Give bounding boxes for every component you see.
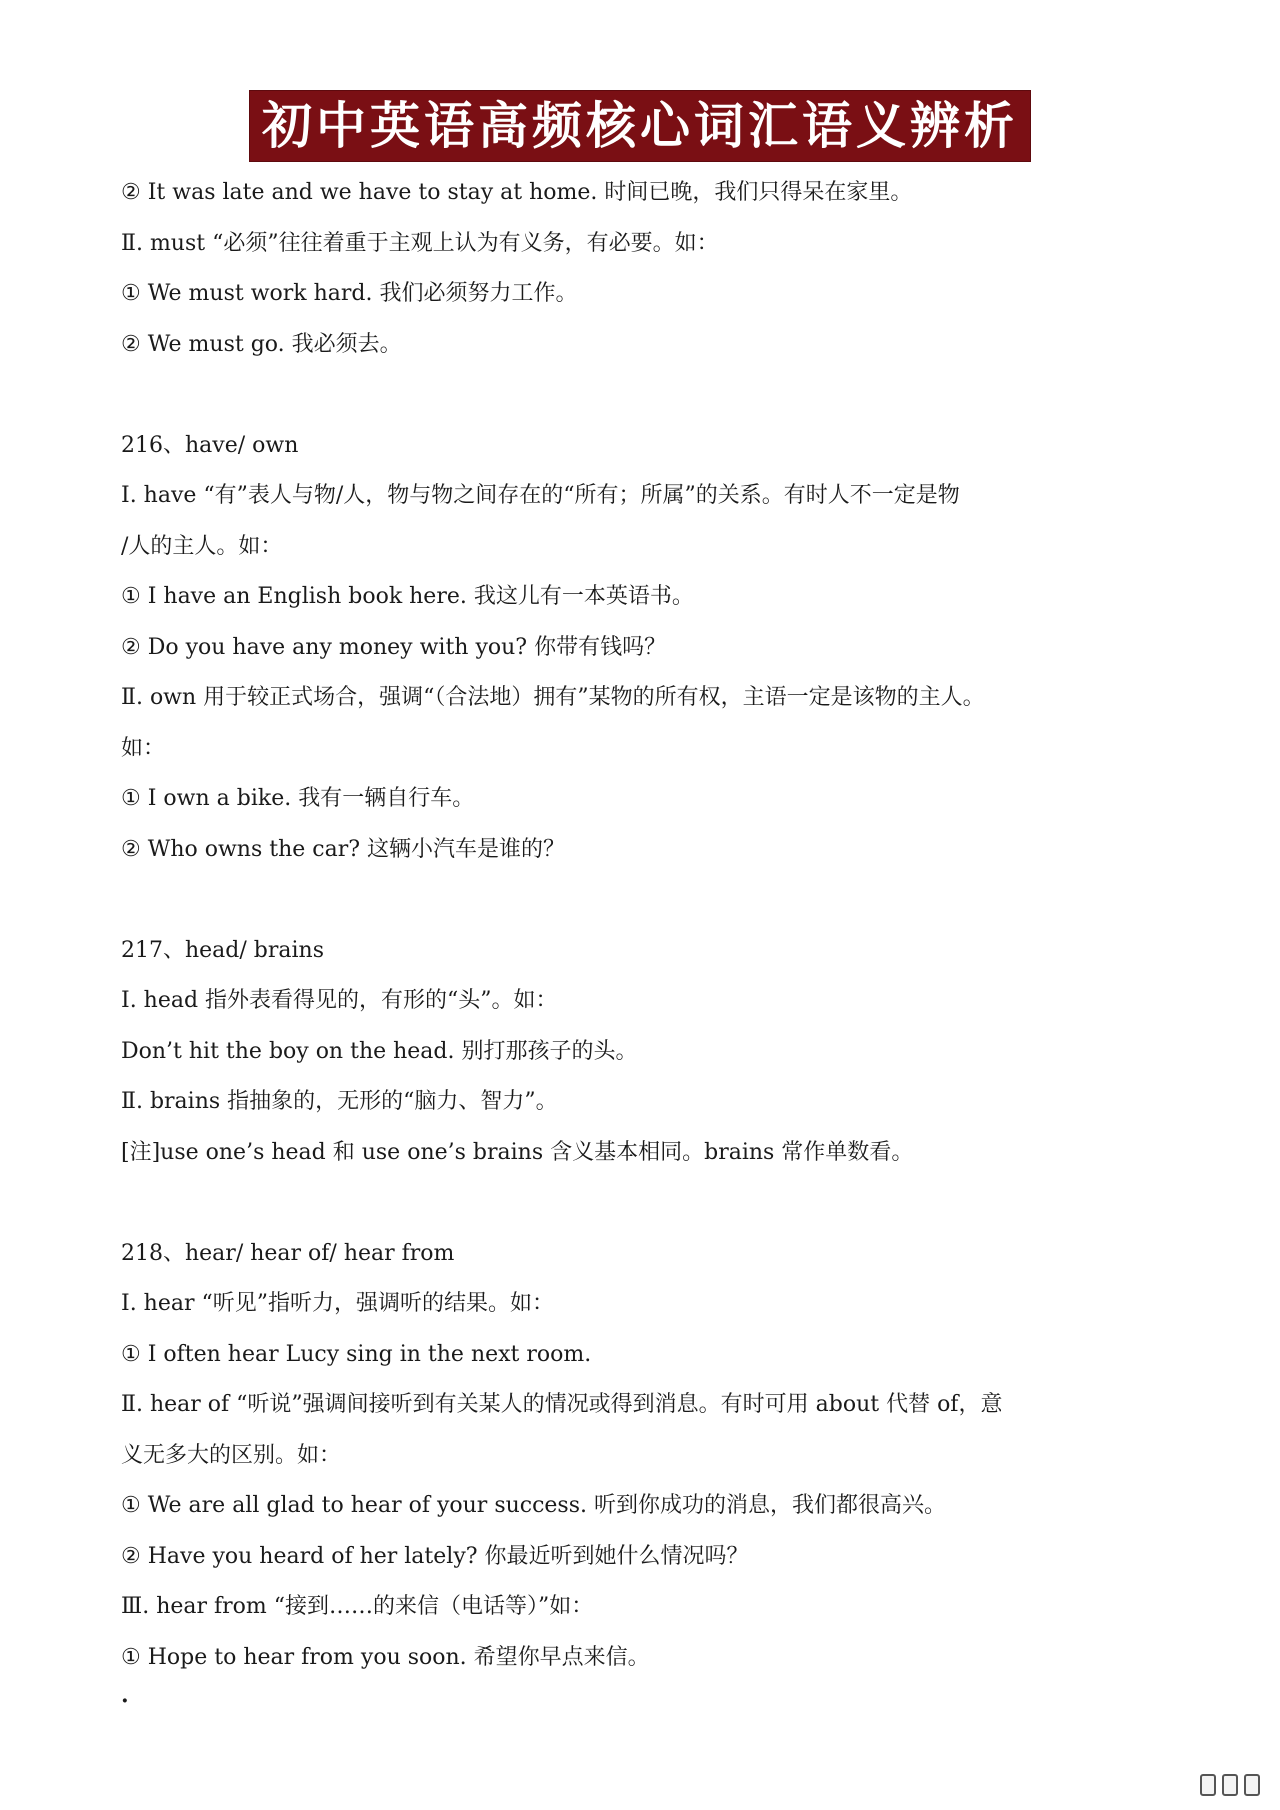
text-line: Ⅰ. head 指外表看得见的，有形的“头”。如： [121,988,558,1013]
document-body [121,168,1171,1719]
paragraph-gap [121,875,1171,926]
text-line: ② Do you have any money with you? 你带有钱吗？ [121,634,667,660]
text-line: Ⅱ. hear of “听说”强调间接听到有关某人的情况或得到消息。有时可用 about 代替 of，意 [121,1392,1003,1417]
text-line: ① Hope to hear from you soon. 希望你早点来信。 [121,1644,650,1670]
paragraph-gap [121,1178,1171,1229]
text-line: ① I often hear Lucy sing in the next room. [121,1341,592,1367]
page-title: 初中英语高频核心词汇语义辨析 [262,96,1018,155]
watermark-block-icon [1222,1774,1238,1796]
text-line: Ⅱ. brains 指抽象的，无形的“脑力、智力”。 [121,1089,558,1114]
text-line: ② It was late and we have to stay at home. 时间已晚，我们只得呆在家里。 [121,180,913,205]
paragraph-gap [121,370,1171,421]
section-heading: 218、hear/ hear of/ hear from [121,1240,455,1266]
text-line: ① We must work hard. 我们必须努力工作。 [121,281,578,306]
text-line: ① We are all glad to hear of your success. 听到你成功的消息，我们都很高兴。 [121,1493,947,1518]
text-line: ② We must go. 我必须去。 [121,331,402,357]
text-line: [注]use one’s head 和 use one’s brains 含义基本相同。brains 常作单数看。 [121,1139,914,1165]
text-line: Ⅱ. must “必须”往往着重于主观上认为有义务，有必要。如： [121,230,719,256]
section-heading: 216、have/ own [121,432,299,458]
text-line: Ⅰ. hear “听见”指听力，强调听的结果。如： [121,1291,554,1316]
text-line: ① I have an English book here. 我这儿有一本英语书。 [121,584,694,609]
text-line: Don’t hit the boy on the head. 别打那孩子的头。 [121,1038,638,1064]
watermark-block-icon [1200,1774,1216,1796]
trailing-mark: · [121,1688,129,1714]
text-line: /人的主人。如： [121,533,283,559]
text-line: Ⅰ. have “有”表人与物/人，物与物之间存在的“所有；所属”的关系。有时人不一定是物 [121,483,960,508]
text-line: ② Have you heard of her lately? 你最近听到她什么情况吗？ [121,1543,749,1569]
text-line: 如： [121,735,166,761]
text-line: Ⅲ. hear from “接到……的来信（电话等）”如： [121,1594,594,1619]
text-line: ② Who owns the car? 这辆小汽车是谁的？ [121,836,566,862]
text-line: ① I own a bike. 我有一辆自行车。 [121,786,475,811]
section-heading: 217、head/ brains [121,937,324,963]
watermark-icon [1200,1774,1260,1796]
text-line: 义无多大的区别。如： [121,1442,342,1468]
text-line: Ⅱ. own 用于较正式场合，强调“（合法地）拥有”某物的所有权，主语一定是该物的主人。 [121,685,985,710]
title-banner [249,90,1031,162]
watermark-block-icon [1244,1774,1260,1796]
